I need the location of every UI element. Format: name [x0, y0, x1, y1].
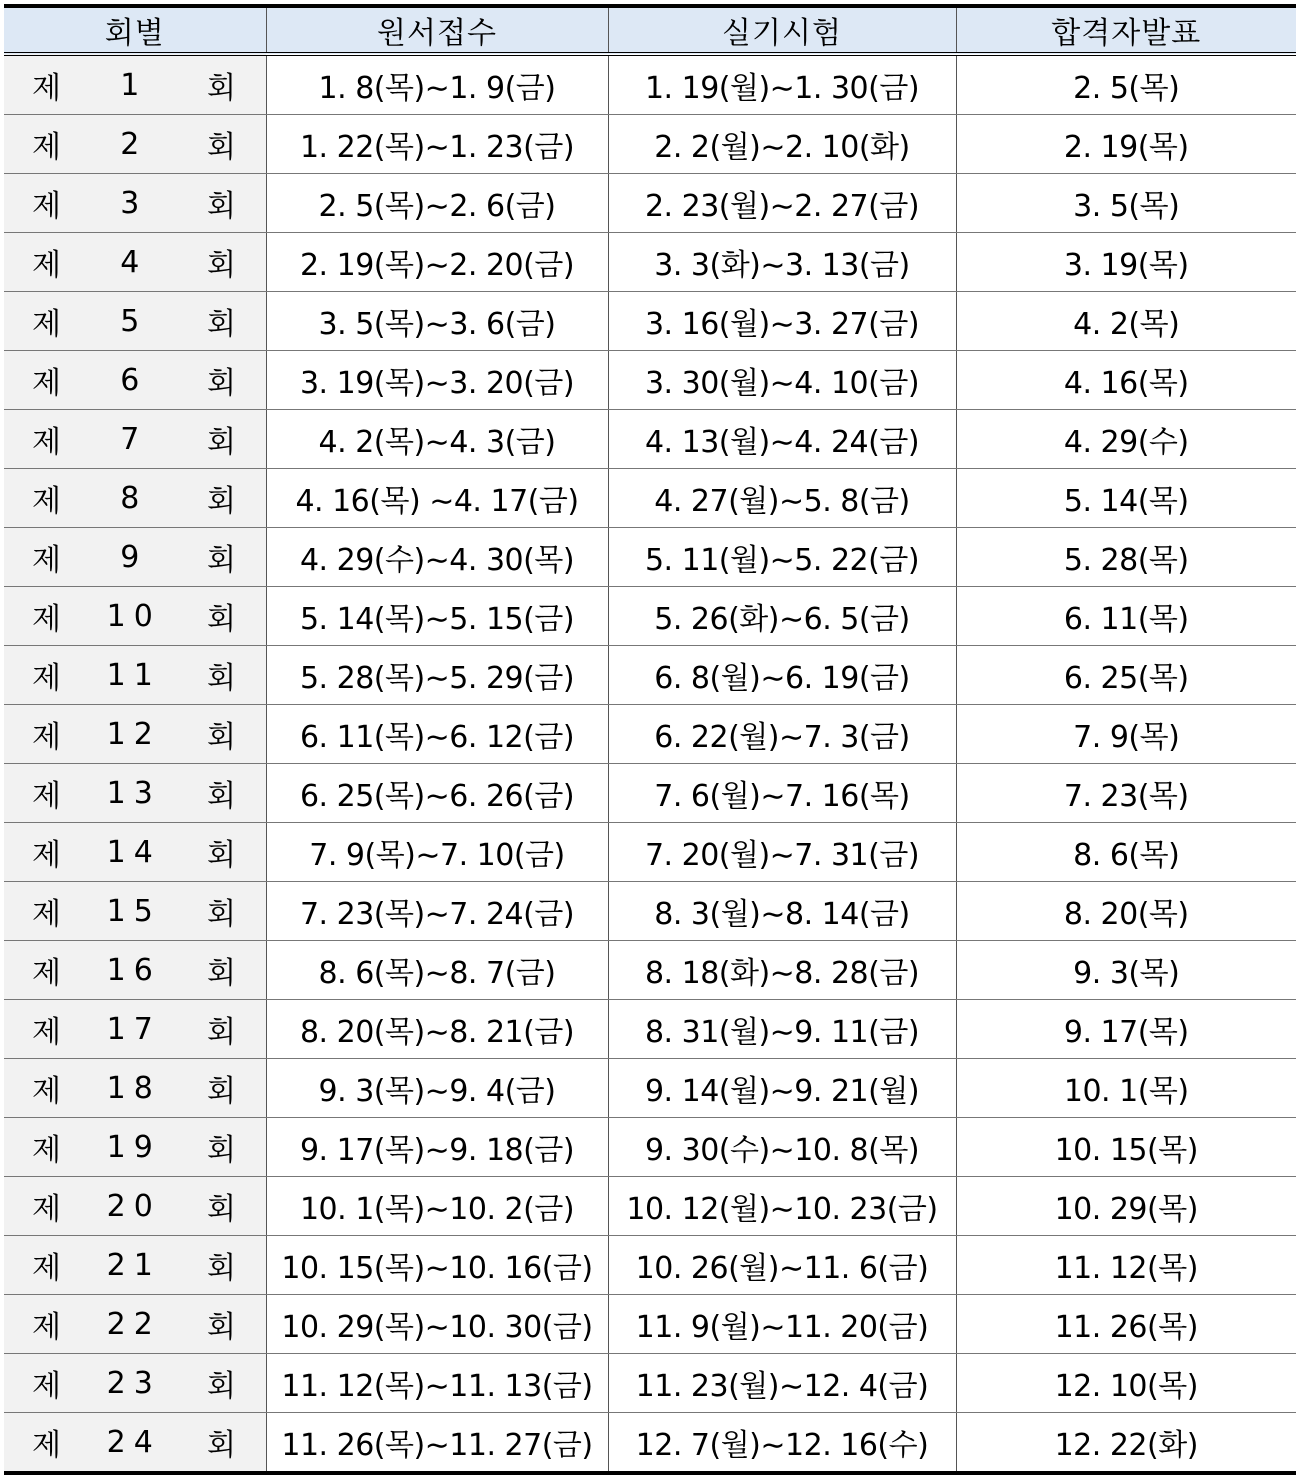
round-label	[4, 1361, 266, 1405]
round-label	[4, 771, 266, 815]
application-period-cell: 7. 23(목)∼7. 24(금)	[266, 882, 608, 941]
round-cell	[4, 174, 266, 233]
round-suffix: 회	[207, 602, 236, 637]
round-label	[4, 1007, 266, 1051]
table-row	[4, 351, 1296, 410]
header-application: 원서접수	[266, 6, 608, 54]
round-prefix: 제	[32, 1133, 61, 1168]
result-announcement-cell: 4. 16(목)	[956, 351, 1296, 410]
round-suffix: 회	[207, 189, 236, 224]
round-suffix: 회	[207, 484, 236, 519]
round-cell	[4, 233, 266, 292]
round-number: 8	[120, 480, 148, 516]
round-prefix: 제	[32, 720, 61, 755]
practical-exam-period-cell: 6. 22(월)∼7. 3(금)	[608, 705, 956, 764]
practical-exam-period-cell: 4. 13(월)∼4. 24(금)	[608, 410, 956, 469]
table-row	[4, 1059, 1296, 1118]
round-cell	[4, 115, 266, 174]
round-suffix: 회	[207, 71, 236, 106]
round-number: 10	[106, 598, 161, 634]
round-number: 6	[120, 362, 148, 398]
table-row	[4, 646, 1296, 705]
table-row	[4, 1118, 1296, 1177]
round-label	[4, 240, 266, 284]
round-number: 2	[120, 126, 148, 162]
round-prefix: 제	[32, 661, 61, 696]
round-prefix: 제	[32, 1074, 61, 1109]
application-period-cell: 8. 20(목)∼8. 21(금)	[266, 1000, 608, 1059]
practical-exam-period-cell: 4. 27(월)∼5. 8(금)	[608, 469, 956, 528]
round-suffix: 회	[207, 425, 236, 460]
result-announcement-cell: 8. 6(목)	[956, 823, 1296, 882]
header-result-announcement: 합격자발표	[956, 6, 1296, 54]
table-row	[4, 1413, 1296, 1474]
round-label	[4, 653, 266, 697]
result-announcement-cell: 3. 19(목)	[956, 233, 1296, 292]
practical-exam-period-cell: 5. 26(화)∼6. 5(금)	[608, 587, 956, 646]
round-label	[4, 1125, 266, 1169]
table-row	[4, 705, 1296, 764]
round-prefix: 제	[32, 189, 61, 224]
header-practical-exam: 실기시험	[608, 6, 956, 54]
round-label	[4, 830, 266, 874]
round-prefix: 제	[32, 425, 61, 460]
round-suffix: 회	[207, 1192, 236, 1227]
round-cell	[4, 292, 266, 351]
practical-exam-period-cell: 6. 8(월)∼6. 19(금)	[608, 646, 956, 705]
round-cell	[4, 882, 266, 941]
application-period-cell: 2. 19(목)∼2. 20(금)	[266, 233, 608, 292]
practical-exam-period-cell: 11. 9(월)∼11. 20(금)	[608, 1295, 956, 1354]
round-suffix: 회	[207, 1251, 236, 1286]
round-cell	[4, 1354, 266, 1413]
practical-exam-period-cell: 2. 2(월)∼2. 10(화)	[608, 115, 956, 174]
application-period-cell: 11. 26(목)∼11. 27(금)	[266, 1413, 608, 1474]
round-prefix: 제	[32, 307, 61, 342]
round-number: 12	[106, 716, 161, 752]
round-cell	[4, 1118, 266, 1177]
round-number: 21	[106, 1247, 161, 1283]
table-row	[4, 941, 1296, 1000]
round-label	[4, 63, 266, 107]
round-label	[4, 1184, 266, 1228]
practical-exam-period-cell: 1. 19(월)∼1. 30(금)	[608, 54, 956, 115]
result-announcement-cell: 2. 5(목)	[956, 54, 1296, 115]
round-label	[4, 417, 266, 461]
application-period-cell: 4. 16(목) ∼4. 17(금)	[266, 469, 608, 528]
round-suffix: 회	[207, 366, 236, 401]
practical-exam-period-cell: 9. 14(월)∼9. 21(월)	[608, 1059, 956, 1118]
table-row	[4, 764, 1296, 823]
round-suffix: 회	[207, 1133, 236, 1168]
round-number: 11	[106, 657, 161, 693]
practical-exam-period-cell: 9. 30(수)∼10. 8(목)	[608, 1118, 956, 1177]
result-announcement-cell: 12. 22(화)	[956, 1413, 1296, 1474]
result-announcement-cell: 6. 25(목)	[956, 646, 1296, 705]
round-suffix: 회	[207, 307, 236, 342]
round-label	[4, 948, 266, 992]
round-cell	[4, 54, 266, 115]
result-announcement-cell: 9. 3(목)	[956, 941, 1296, 1000]
table-row	[4, 174, 1296, 233]
practical-exam-period-cell: 7. 6(월)∼7. 16(목)	[608, 764, 956, 823]
round-suffix: 회	[207, 130, 236, 165]
table-row	[4, 1354, 1296, 1413]
round-cell	[4, 1295, 266, 1354]
practical-exam-period-cell: 8. 31(월)∼9. 11(금)	[608, 1000, 956, 1059]
application-period-cell: 6. 11(목)∼6. 12(금)	[266, 705, 608, 764]
round-cell	[4, 410, 266, 469]
result-announcement-cell: 10. 1(목)	[956, 1059, 1296, 1118]
round-cell	[4, 1000, 266, 1059]
result-announcement-cell: 5. 28(목)	[956, 528, 1296, 587]
application-period-cell: 7. 9(목)∼7. 10(금)	[266, 823, 608, 882]
result-announcement-cell: 5. 14(목)	[956, 469, 1296, 528]
round-prefix: 제	[32, 1428, 61, 1463]
application-period-cell: 4. 29(수)∼4. 30(목)	[266, 528, 608, 587]
round-number: 20	[106, 1188, 161, 1224]
round-label	[4, 1243, 266, 1287]
practical-exam-period-cell: 8. 3(월)∼8. 14(금)	[608, 882, 956, 941]
application-period-cell: 6. 25(목)∼6. 26(금)	[266, 764, 608, 823]
result-announcement-cell: 12. 10(목)	[956, 1354, 1296, 1413]
practical-exam-period-cell: 2. 23(월)∼2. 27(금)	[608, 174, 956, 233]
table-header	[4, 6, 1296, 54]
round-suffix: 회	[207, 897, 236, 932]
result-announcement-cell: 7. 23(목)	[956, 764, 1296, 823]
application-period-cell: 1. 22(목)∼1. 23(금)	[266, 115, 608, 174]
round-number: 16	[106, 952, 161, 988]
round-prefix: 제	[32, 484, 61, 519]
round-label	[4, 299, 266, 343]
table-row	[4, 1295, 1296, 1354]
round-suffix: 회	[207, 1074, 236, 1109]
result-announcement-cell: 8. 20(목)	[956, 882, 1296, 941]
round-suffix: 회	[207, 1310, 236, 1345]
round-suffix: 회	[207, 720, 236, 755]
round-prefix: 제	[32, 1369, 61, 1404]
round-prefix: 제	[32, 779, 61, 814]
round-prefix: 제	[32, 1192, 61, 1227]
round-prefix: 제	[32, 897, 61, 932]
round-suffix: 회	[207, 543, 236, 578]
round-cell	[4, 941, 266, 1000]
practical-exam-period-cell: 10. 12(월)∼10. 23(금)	[608, 1177, 956, 1236]
round-number: 9	[120, 539, 148, 575]
round-cell	[4, 705, 266, 764]
round-number: 17	[106, 1011, 161, 1047]
practical-exam-period-cell: 7. 20(월)∼7. 31(금)	[608, 823, 956, 882]
round-label	[4, 594, 266, 638]
result-announcement-cell: 4. 29(수)	[956, 410, 1296, 469]
result-announcement-cell: 9. 17(목)	[956, 1000, 1296, 1059]
table-row	[4, 823, 1296, 882]
application-period-cell: 5. 28(목)∼5. 29(금)	[266, 646, 608, 705]
round-suffix: 회	[207, 1015, 236, 1050]
exam-schedule-table-wrapper	[4, 4, 1296, 1475]
round-number: 14	[106, 834, 161, 870]
table-row	[4, 54, 1296, 115]
round-number: 23	[106, 1365, 161, 1401]
table-row	[4, 410, 1296, 469]
round-prefix: 제	[32, 838, 61, 873]
practical-exam-period-cell: 11. 23(월)∼12. 4(금)	[608, 1354, 956, 1413]
table-row	[4, 115, 1296, 174]
application-period-cell: 5. 14(목)∼5. 15(금)	[266, 587, 608, 646]
round-number: 15	[106, 893, 161, 929]
round-cell	[4, 1177, 266, 1236]
header-round: 회별	[4, 6, 266, 54]
round-cell	[4, 823, 266, 882]
table-row	[4, 1236, 1296, 1295]
table-body	[4, 54, 1296, 1473]
round-prefix: 제	[32, 602, 61, 637]
practical-exam-period-cell: 3. 16(월)∼3. 27(금)	[608, 292, 956, 351]
table-row	[4, 587, 1296, 646]
table-row	[4, 292, 1296, 351]
result-announcement-cell: 6. 11(목)	[956, 587, 1296, 646]
application-period-cell: 9. 17(목)∼9. 18(금)	[266, 1118, 608, 1177]
round-label	[4, 1302, 266, 1346]
table-row	[4, 528, 1296, 587]
round-prefix: 제	[32, 1310, 61, 1345]
header-row	[4, 6, 1296, 54]
application-period-cell: 10. 15(목)∼10. 16(금)	[266, 1236, 608, 1295]
round-prefix: 제	[32, 1015, 61, 1050]
round-cell	[4, 351, 266, 410]
round-number: 19	[106, 1129, 161, 1165]
table-row	[4, 1000, 1296, 1059]
application-period-cell: 11. 12(목)∼11. 13(금)	[266, 1354, 608, 1413]
round-cell	[4, 1413, 266, 1474]
round-label	[4, 535, 266, 579]
application-period-cell: 3. 5(목)∼3. 6(금)	[266, 292, 608, 351]
round-cell	[4, 764, 266, 823]
application-period-cell: 2. 5(목)∼2. 6(금)	[266, 174, 608, 233]
table-row	[4, 233, 1296, 292]
round-prefix: 제	[32, 543, 61, 578]
round-number: 4	[120, 244, 148, 280]
result-announcement-cell: 7. 9(목)	[956, 705, 1296, 764]
result-announcement-cell: 10. 29(목)	[956, 1177, 1296, 1236]
round-number: 1	[120, 67, 148, 103]
result-announcement-cell: 3. 5(목)	[956, 174, 1296, 233]
exam-schedule-table	[4, 4, 1296, 1475]
round-number: 13	[106, 775, 161, 811]
round-number: 22	[106, 1306, 161, 1342]
application-period-cell: 9. 3(목)∼9. 4(금)	[266, 1059, 608, 1118]
round-number: 5	[120, 303, 148, 339]
round-cell	[4, 587, 266, 646]
round-suffix: 회	[207, 1428, 236, 1463]
round-label	[4, 889, 266, 933]
round-suffix: 회	[207, 956, 236, 991]
result-announcement-cell: 11. 12(목)	[956, 1236, 1296, 1295]
round-label	[4, 122, 266, 166]
round-prefix: 제	[32, 1251, 61, 1286]
round-number: 7	[120, 421, 148, 457]
practical-exam-period-cell: 3. 3(화)∼3. 13(금)	[608, 233, 956, 292]
round-suffix: 회	[207, 1369, 236, 1404]
round-prefix: 제	[32, 71, 61, 106]
table-row	[4, 469, 1296, 528]
round-cell	[4, 1059, 266, 1118]
round-label	[4, 712, 266, 756]
application-period-cell: 8. 6(목)∼8. 7(금)	[266, 941, 608, 1000]
round-cell	[4, 1236, 266, 1295]
result-announcement-cell: 4. 2(목)	[956, 292, 1296, 351]
round-label	[4, 1066, 266, 1110]
round-prefix: 제	[32, 956, 61, 991]
application-period-cell: 4. 2(목)∼4. 3(금)	[266, 410, 608, 469]
round-suffix: 회	[207, 779, 236, 814]
round-cell	[4, 528, 266, 587]
result-announcement-cell: 2. 19(목)	[956, 115, 1296, 174]
practical-exam-period-cell: 12. 7(월)∼12. 16(수)	[608, 1413, 956, 1474]
result-announcement-cell: 10. 15(목)	[956, 1118, 1296, 1177]
round-label	[4, 476, 266, 520]
round-number: 3	[120, 185, 148, 221]
table-row	[4, 1177, 1296, 1236]
round-prefix: 제	[32, 366, 61, 401]
application-period-cell: 10. 1(목)∼10. 2(금)	[266, 1177, 608, 1236]
application-period-cell: 3. 19(목)∼3. 20(금)	[266, 351, 608, 410]
round-prefix: 제	[32, 130, 61, 165]
round-suffix: 회	[207, 838, 236, 873]
round-suffix: 회	[207, 661, 236, 696]
practical-exam-period-cell: 3. 30(월)∼4. 10(금)	[608, 351, 956, 410]
round-number: 24	[106, 1424, 161, 1460]
practical-exam-period-cell: 8. 18(화)∼8. 28(금)	[608, 941, 956, 1000]
application-period-cell: 1. 8(목)∼1. 9(금)	[266, 54, 608, 115]
round-number: 18	[106, 1070, 161, 1106]
round-label	[4, 1420, 266, 1464]
round-cell	[4, 469, 266, 528]
round-prefix: 제	[32, 248, 61, 283]
application-period-cell: 10. 29(목)∼10. 30(금)	[266, 1295, 608, 1354]
practical-exam-period-cell: 5. 11(월)∼5. 22(금)	[608, 528, 956, 587]
round-label	[4, 358, 266, 402]
round-suffix: 회	[207, 248, 236, 283]
round-cell	[4, 646, 266, 705]
round-label	[4, 181, 266, 225]
table-row	[4, 882, 1296, 941]
result-announcement-cell: 11. 26(목)	[956, 1295, 1296, 1354]
practical-exam-period-cell: 10. 26(월)∼11. 6(금)	[608, 1236, 956, 1295]
